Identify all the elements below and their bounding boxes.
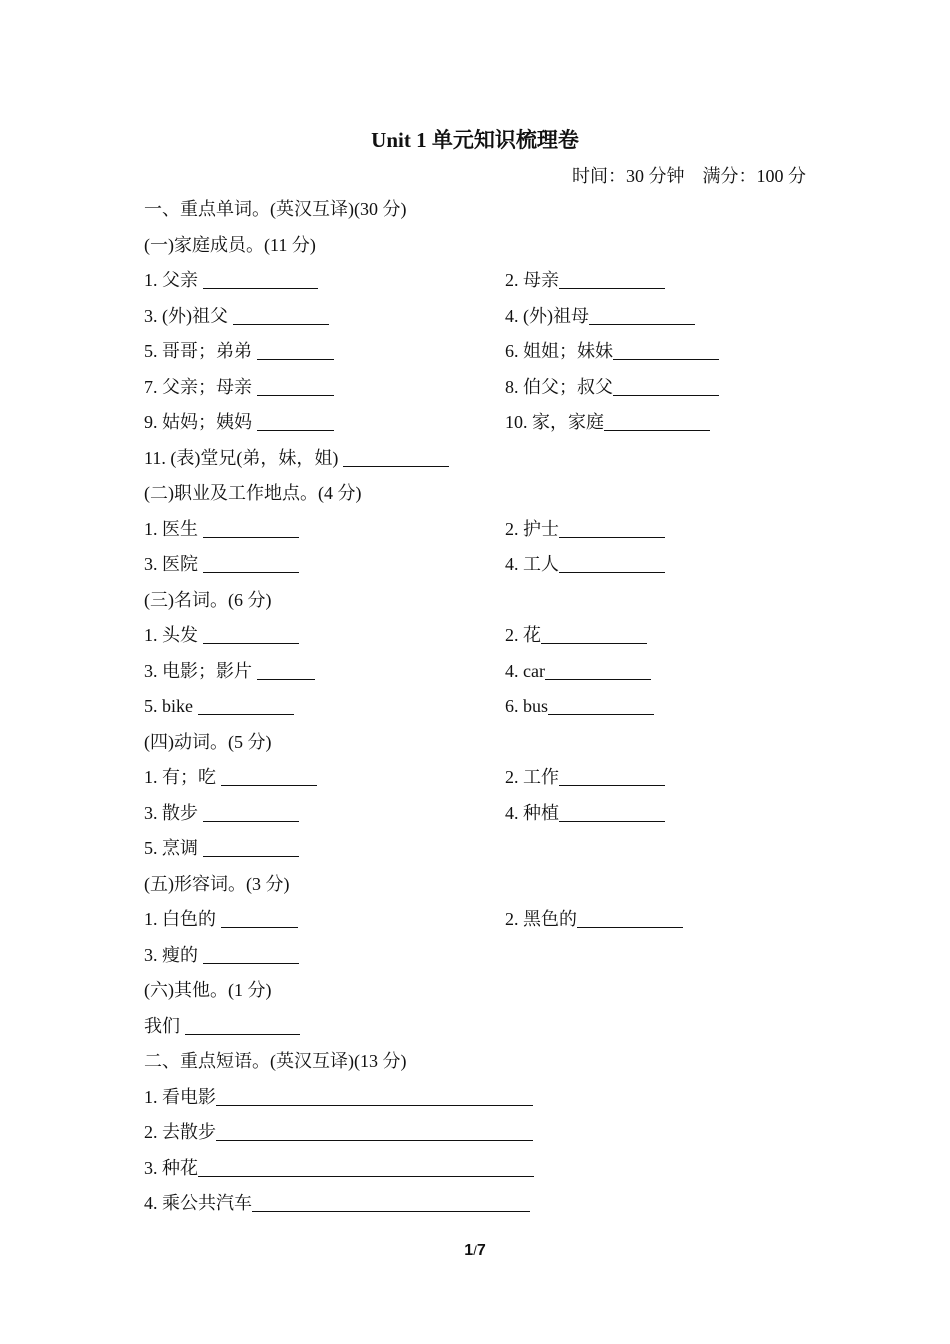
answer-blank[interactable] bbox=[541, 642, 647, 644]
item-column-2 bbox=[505, 263, 665, 299]
answer-blank[interactable] bbox=[559, 784, 665, 786]
item-column-2 bbox=[505, 334, 719, 370]
item-text: (一)家庭成员。(11 分) bbox=[144, 234, 316, 255]
item-column-2 bbox=[505, 405, 710, 441]
item-text: 我们 bbox=[144, 1015, 185, 1036]
item-text: 1. 头发 bbox=[144, 625, 203, 645]
answer-blank[interactable] bbox=[257, 358, 334, 360]
item-column-2 bbox=[505, 902, 683, 938]
item-text: 11. (表)堂兄(弟，妹，姐) bbox=[144, 447, 343, 468]
item-text: 5. 烹调 bbox=[144, 838, 203, 858]
item-text: (三)名词。(6 分) bbox=[144, 589, 272, 610]
item-text: 6. bus bbox=[505, 696, 549, 716]
answer-blank[interactable] bbox=[216, 1139, 533, 1141]
exercise-row bbox=[144, 1151, 806, 1187]
item-text: 9. 姑妈；姨妈 bbox=[144, 412, 257, 432]
item-text: 4. 种植 bbox=[505, 802, 559, 823]
item-text: 2. 母亲 bbox=[505, 270, 559, 290]
exercise-row bbox=[144, 1009, 806, 1045]
exercise-row bbox=[144, 228, 806, 264]
exercise-row bbox=[144, 405, 806, 441]
answer-blank[interactable] bbox=[185, 1033, 300, 1035]
item-text: 7. 父亲；母亲 bbox=[144, 376, 257, 397]
page-current: 1 bbox=[464, 1242, 474, 1259]
item-text: 2. 护士 bbox=[505, 518, 559, 539]
answer-blank[interactable] bbox=[252, 1210, 530, 1212]
item-text: 1. 白色的 bbox=[144, 909, 221, 929]
exercise-row bbox=[144, 192, 806, 228]
answer-blank[interactable] bbox=[559, 820, 665, 822]
answer-blank[interactable] bbox=[257, 429, 334, 431]
answer-blank[interactable] bbox=[203, 820, 299, 822]
answer-blank[interactable] bbox=[203, 571, 299, 573]
exercise-row bbox=[144, 1080, 806, 1116]
exercise-row bbox=[144, 689, 806, 725]
exercise-row bbox=[144, 263, 806, 299]
item-text: (五)形容词。(3 分) bbox=[144, 873, 290, 894]
item-text: 3. 瘦的 bbox=[144, 944, 203, 965]
exercise-content bbox=[144, 192, 806, 1222]
answer-blank[interactable] bbox=[198, 713, 294, 715]
item-text: 5. 哥哥；弟弟 bbox=[144, 341, 257, 361]
exercise-row bbox=[144, 547, 806, 583]
item-column-2 bbox=[505, 512, 665, 548]
item-text: 一、重点单词。(英汉互译)(30 分) bbox=[144, 199, 407, 219]
item-text: 3. (外)祖父 bbox=[144, 305, 233, 326]
item-text: 6. 姐姐；妹妹 bbox=[505, 341, 613, 361]
exercise-row bbox=[144, 370, 806, 406]
item-text: 二、重点短语。(英汉互译)(13 分) bbox=[144, 1051, 407, 1071]
answer-blank[interactable] bbox=[257, 678, 315, 680]
answer-blank[interactable] bbox=[343, 465, 449, 467]
item-column-2 bbox=[505, 760, 665, 796]
item-text: 4. car bbox=[505, 660, 545, 681]
exercise-row bbox=[144, 618, 806, 654]
item-text: 4. 工人 bbox=[505, 554, 559, 574]
answer-blank[interactable] bbox=[233, 323, 329, 325]
exercise-row bbox=[144, 476, 806, 512]
exercise-row bbox=[144, 512, 806, 548]
exercise-row bbox=[144, 973, 806, 1009]
time-label: 时间：30 分钟 bbox=[572, 166, 685, 186]
exercise-row bbox=[144, 334, 806, 370]
item-text: (二)职业及工作地点。(4 分) bbox=[144, 483, 362, 503]
exercise-row bbox=[144, 1115, 806, 1151]
item-column-2 bbox=[505, 796, 665, 832]
item-text: 10. 家，家庭 bbox=[505, 412, 604, 432]
answer-blank[interactable] bbox=[203, 962, 299, 964]
answer-blank[interactable] bbox=[604, 429, 710, 431]
item-text: 3. 电影；影片 bbox=[144, 660, 257, 681]
page-separator: / bbox=[473, 1243, 477, 1258]
time-score-line bbox=[572, 162, 806, 188]
item-text: 3. 种花 bbox=[144, 1157, 198, 1178]
exercise-row bbox=[144, 760, 806, 796]
item-column-2 bbox=[505, 547, 665, 583]
item-column-2 bbox=[505, 370, 719, 406]
item-text: (六)其他。(1 分) bbox=[144, 980, 272, 1000]
item-text: 1. 有；吃 bbox=[144, 767, 221, 787]
item-text: 2. 黑色的 bbox=[505, 909, 577, 929]
answer-blank[interactable] bbox=[203, 287, 318, 289]
answer-blank[interactable] bbox=[203, 642, 299, 644]
exercise-row bbox=[144, 725, 806, 761]
answer-blank[interactable] bbox=[221, 926, 298, 928]
item-column-2 bbox=[505, 618, 647, 654]
item-column-2 bbox=[505, 689, 654, 725]
item-text: 5. bike bbox=[144, 696, 198, 716]
page-total: 7 bbox=[476, 1242, 486, 1259]
exercise-row bbox=[144, 831, 806, 867]
item-text: 1. 医生 bbox=[144, 518, 203, 539]
item-text: 4. 乘公共汽车 bbox=[144, 1193, 252, 1213]
exercise-row bbox=[144, 938, 806, 974]
item-column-2 bbox=[505, 654, 651, 690]
score-label: 满分：100 分 bbox=[702, 166, 806, 186]
exercise-row bbox=[144, 867, 806, 903]
exercise-row bbox=[144, 299, 806, 335]
item-text: 1. 看电影 bbox=[144, 1086, 216, 1107]
item-text: 2. 花 bbox=[505, 625, 541, 645]
page-number bbox=[0, 1242, 950, 1260]
answer-blank[interactable] bbox=[203, 855, 299, 857]
page-title: Unit 1 单元知识梳理卷 bbox=[371, 128, 579, 152]
answer-blank[interactable] bbox=[559, 536, 665, 538]
item-text: 8. 伯父；叔父 bbox=[505, 376, 613, 397]
item-text: (四)动词。(5 分) bbox=[144, 731, 272, 752]
exercise-row bbox=[144, 796, 806, 832]
exercise-row bbox=[144, 654, 806, 690]
answer-blank[interactable] bbox=[559, 571, 665, 573]
exercise-row bbox=[144, 902, 806, 938]
answer-blank[interactable] bbox=[203, 536, 299, 538]
item-text: 3. 散步 bbox=[144, 802, 203, 823]
item-text: 1. 父亲 bbox=[144, 270, 203, 290]
answer-blank[interactable] bbox=[559, 287, 665, 289]
answer-blank[interactable] bbox=[221, 784, 317, 786]
answer-blank[interactable] bbox=[548, 713, 654, 715]
answer-blank[interactable] bbox=[216, 1104, 533, 1106]
exercise-row bbox=[144, 583, 806, 619]
exercise-row bbox=[144, 1186, 806, 1222]
item-column-2 bbox=[505, 299, 695, 335]
item-text: 2. 工作 bbox=[505, 767, 559, 787]
answer-blank[interactable] bbox=[613, 358, 719, 360]
item-text: 3. 医院 bbox=[144, 554, 203, 574]
answer-blank[interactable] bbox=[198, 1175, 534, 1177]
exercise-row bbox=[144, 1044, 806, 1080]
answer-blank[interactable] bbox=[589, 323, 695, 325]
answer-blank[interactable] bbox=[257, 394, 334, 396]
answer-blank[interactable] bbox=[613, 394, 719, 396]
exercise-row bbox=[144, 441, 806, 477]
answer-blank[interactable] bbox=[577, 926, 683, 928]
item-text: 2. 去散步 bbox=[144, 1122, 216, 1142]
item-text: 4. (外)祖母 bbox=[505, 305, 589, 326]
answer-blank[interactable] bbox=[545, 678, 651, 680]
